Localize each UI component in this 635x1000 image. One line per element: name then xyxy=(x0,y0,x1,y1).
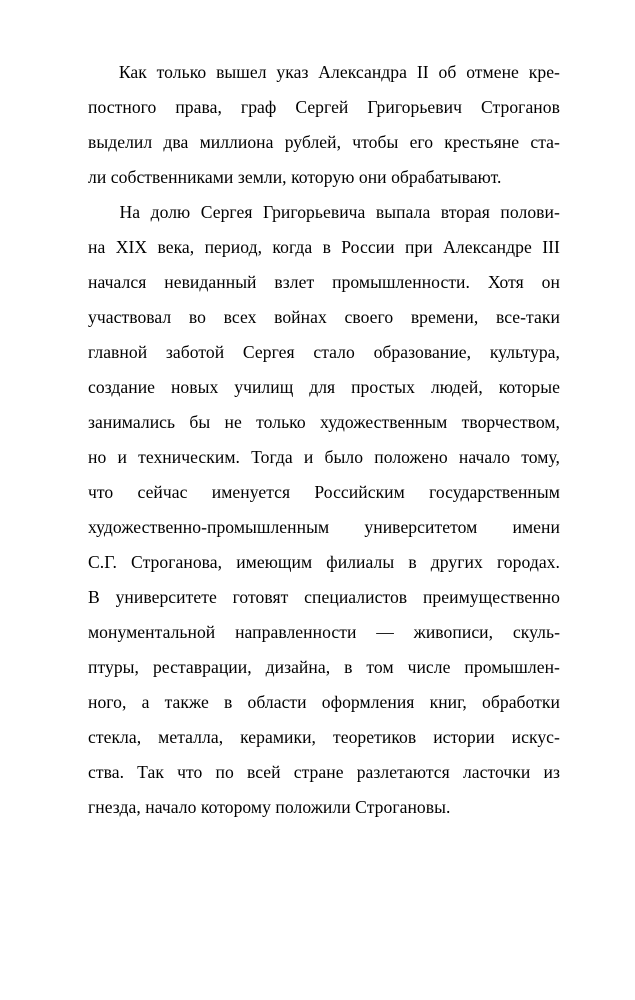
word: выделил xyxy=(88,132,153,152)
word: отмене xyxy=(466,62,519,82)
text-line xyxy=(88,55,560,90)
word: людей, xyxy=(430,377,483,397)
text-line xyxy=(88,125,560,160)
word: ного, xyxy=(88,692,127,712)
word: стекла, xyxy=(88,727,142,747)
word: Так xyxy=(137,762,164,782)
word: участвовал xyxy=(88,307,172,327)
text-line xyxy=(88,370,560,405)
word: области xyxy=(247,692,307,712)
word: во xyxy=(188,307,206,327)
text-line xyxy=(88,300,560,335)
text-line xyxy=(88,335,560,370)
word: Как xyxy=(118,62,147,82)
word: Григорьевича xyxy=(262,202,366,222)
word: имеющим xyxy=(236,552,313,572)
word: России xyxy=(341,237,395,257)
word: Александре xyxy=(443,237,532,257)
word: и xyxy=(303,447,314,467)
word: Сергей xyxy=(295,97,349,117)
word: постного xyxy=(88,97,157,117)
word: оформления xyxy=(321,692,415,712)
word: II xyxy=(416,62,429,82)
word: взлет xyxy=(274,272,315,292)
word: живописи, xyxy=(413,622,494,642)
word: было xyxy=(324,447,364,467)
word: период, xyxy=(204,237,263,257)
word: об xyxy=(438,62,457,82)
word: книг, xyxy=(429,692,467,712)
word: теоретиков xyxy=(332,727,417,747)
word: том xyxy=(366,657,394,677)
word: вторая xyxy=(440,202,490,222)
text-line xyxy=(88,475,560,510)
word: имени xyxy=(512,517,560,537)
word: филиалы xyxy=(326,552,395,572)
word: при xyxy=(404,237,433,257)
word: рублей, xyxy=(284,132,342,152)
word: а xyxy=(141,692,150,712)
word: все-таки xyxy=(495,307,560,327)
word: простых xyxy=(351,377,416,397)
page-text-block xyxy=(88,55,560,825)
word: реставрации, xyxy=(152,657,252,677)
word: права, xyxy=(175,97,222,117)
word: своего xyxy=(344,307,394,327)
word: XIX xyxy=(115,237,148,257)
word: для xyxy=(309,377,336,397)
word: Сергея xyxy=(200,202,253,222)
word: бы xyxy=(189,412,211,432)
word: ласточки xyxy=(462,762,531,782)
word: Хотя xyxy=(487,272,524,292)
word: дизайна, xyxy=(265,657,331,677)
word: войнах xyxy=(274,307,327,327)
word: граф xyxy=(240,97,277,117)
word: образование, xyxy=(373,342,472,362)
text-line xyxy=(88,160,560,195)
word: в xyxy=(344,657,353,677)
word: промышленности. xyxy=(332,272,470,292)
word: стало xyxy=(313,342,355,362)
text-line xyxy=(88,685,560,720)
text-line xyxy=(88,405,560,440)
word: культура, xyxy=(489,342,560,362)
word: обработки xyxy=(482,692,560,712)
text-line xyxy=(88,510,560,545)
word: других xyxy=(430,552,483,572)
word: но xyxy=(88,447,107,467)
text-line xyxy=(88,580,560,615)
word: стране xyxy=(293,762,344,782)
word: разлетаются xyxy=(356,762,450,782)
word: На xyxy=(119,202,141,222)
word: металла, xyxy=(158,727,224,747)
word: числе xyxy=(407,657,451,677)
word: направленности xyxy=(235,622,357,642)
text-line xyxy=(88,755,560,790)
word: что xyxy=(177,762,203,782)
word: именуется xyxy=(211,482,291,502)
word: преимущественно xyxy=(422,587,560,607)
word: времени, xyxy=(410,307,479,327)
word: на xyxy=(88,237,106,257)
word: всей xyxy=(246,762,281,782)
word: начался xyxy=(88,272,147,292)
word: по xyxy=(215,762,234,782)
word: только xyxy=(156,62,207,82)
word: когда xyxy=(272,237,313,257)
word: Александра xyxy=(318,62,408,82)
word: в xyxy=(223,692,233,712)
word: чтобы xyxy=(352,132,399,152)
word: в xyxy=(322,237,331,257)
word: положено xyxy=(374,447,448,467)
word: начало xyxy=(458,447,511,467)
word: ста- xyxy=(530,132,560,152)
word: — xyxy=(376,622,394,642)
word: Строганов xyxy=(480,97,560,117)
text-line xyxy=(88,440,560,475)
text-line xyxy=(88,650,560,685)
word: техническим. xyxy=(138,447,240,467)
word: городах. xyxy=(496,552,560,572)
text-line xyxy=(88,90,560,125)
word: занимались xyxy=(88,412,176,432)
line-text: ли собственниками земли, которую они обрабатывают. xyxy=(88,167,502,187)
word: кре- xyxy=(528,62,560,82)
word: указ xyxy=(276,62,309,82)
text-line xyxy=(88,195,560,230)
word: Тогда xyxy=(251,447,293,467)
word: Григорьевич xyxy=(367,97,462,117)
text-line xyxy=(88,265,560,300)
word: он xyxy=(541,272,560,292)
word: не xyxy=(224,412,242,432)
word: заботой xyxy=(165,342,225,362)
word: тому, xyxy=(521,447,560,467)
word: университетом xyxy=(364,517,478,537)
word: готовят xyxy=(232,587,289,607)
word: государственным xyxy=(429,482,560,502)
word: С.Г. xyxy=(88,552,117,572)
word: из xyxy=(543,762,560,782)
word: что xyxy=(88,482,114,502)
word: века, xyxy=(157,237,195,257)
line-text: гнезда, начало которому положили Строгановы. xyxy=(88,797,451,817)
word: миллиона xyxy=(199,132,274,152)
word: Строганова, xyxy=(131,552,223,572)
text-line xyxy=(88,720,560,755)
word: ства. xyxy=(88,762,125,782)
word: создание xyxy=(88,377,156,397)
word: III xyxy=(542,237,560,257)
text-line xyxy=(88,615,560,650)
word: Российским xyxy=(314,482,405,502)
word: художественно-промышленным xyxy=(88,517,330,537)
word: полови- xyxy=(500,202,560,222)
word: новых xyxy=(170,377,219,397)
word: вышел xyxy=(216,62,267,82)
paragraph xyxy=(88,195,560,825)
word: художественным xyxy=(320,412,448,432)
word: долю xyxy=(150,202,191,222)
word: выпала xyxy=(375,202,431,222)
word: которые xyxy=(498,377,560,397)
word: главной xyxy=(88,342,148,362)
word: также xyxy=(164,692,209,712)
word: скуль- xyxy=(512,622,560,642)
word: всех xyxy=(223,307,257,327)
word: невиданный xyxy=(164,272,257,292)
word: истории xyxy=(433,727,495,747)
word: сейчас xyxy=(137,482,188,502)
text-line xyxy=(88,790,560,825)
word: творчеством, xyxy=(461,412,560,432)
text-line xyxy=(88,230,560,265)
word: В xyxy=(88,587,100,607)
word: только xyxy=(256,412,306,432)
word: его xyxy=(409,132,434,152)
word: монументальной xyxy=(88,622,216,642)
word: и xyxy=(117,447,127,467)
word: университете xyxy=(115,587,217,607)
word: училищ xyxy=(234,377,294,397)
word: два xyxy=(163,132,189,152)
word: искус- xyxy=(511,727,560,747)
word: специалистов xyxy=(304,587,408,607)
word: в xyxy=(408,552,417,572)
word: крестьяне xyxy=(444,132,520,152)
text-line xyxy=(88,545,560,580)
word: промышлен- xyxy=(464,657,560,677)
paragraph xyxy=(88,55,560,195)
word: птуры, xyxy=(88,657,139,677)
word: Сергея xyxy=(242,342,295,362)
word: керамики, xyxy=(240,727,317,747)
